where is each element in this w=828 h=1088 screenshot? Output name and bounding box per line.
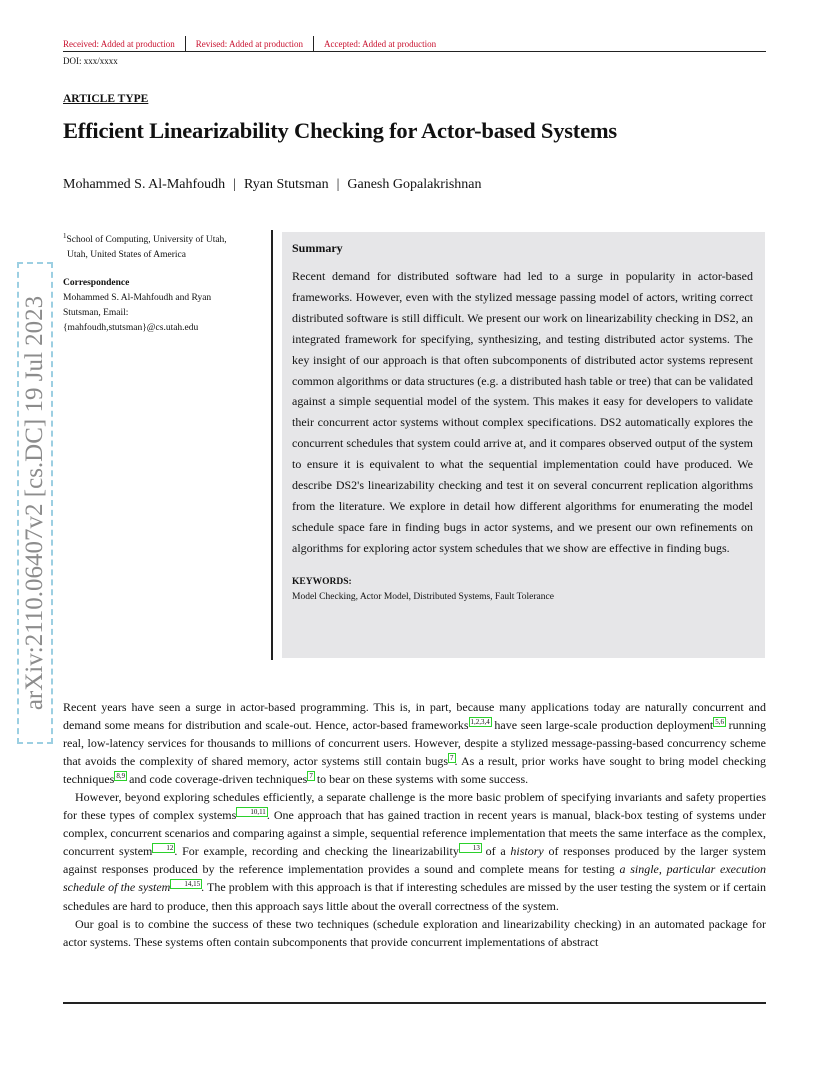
emphasized-text: a single, particular execution schedule of the system [63, 862, 766, 895]
doi: DOI: xxx/xxxx [63, 56, 118, 66]
author-name: Ryan Stutsman [243, 177, 329, 192]
author-separator: | [233, 177, 236, 192]
body-paragraph [63, 698, 766, 788]
summary-box [282, 232, 765, 658]
author-info-column [63, 229, 263, 336]
date-separator [185, 36, 186, 52]
correspondence-line: Mohammed S. Al-Mahfoudh and Ryan [63, 293, 212, 304]
citation-link[interactable]: 7 [309, 772, 313, 781]
correspondence-line: Stutsman, Email: [63, 308, 129, 319]
affiliation [63, 229, 263, 263]
text-run: and code coverage-driven techniques [126, 772, 308, 787]
text-run: . The problem with this approach is that if interesting schedules are missed by the user testing the system or if certain schedules are hard to produce, then this approach says little about the overall correctness of the system. [63, 880, 766, 913]
summary-text: Recent demand for distributed software had led to a surge in popularity in actor-based frameworks. However, even with the stylized message passing model of actors, writing correct distributed software is still difficult. We present our work on linearizability checking in DS2, an integrated framework for specifying, synthesizing, and testing distributed actor systems. The key insight of our approach is that often subcomponents of distributed actor systems represent common algorithms or data structures (e.g. a distributed hash table or tree) that can be validated against a simple sequential model of the system. This makes it easy for developers to validate their concurrent actor systems without complex specifications. DS2 automatically explores the concurrent schedules that system could arrive at, and it compares observed output of the system to ensure it is equivalent to what the sequential implementation could have produced. We describe DS2's linearizability checking and test it on several concurrent replication algorithms from the literature. We explore in detail how different algorithms for enumerating the model schedule space fare in finding bugs in actor systems, and we present our own refinements on algorithms for exploring actor system schedules that we show are effective in finding bugs. [292, 269, 753, 555]
author-list [63, 177, 482, 193]
text-run: However, beyond exploring schedules efficiently, a separate challenge is the more basic problem of specifying invariants and safety properties for these types of complex systems [63, 790, 766, 823]
citation-link[interactable]: 8,9 [116, 772, 126, 781]
affiliation-line: School of Computing, University of Utah, [66, 235, 227, 246]
citation-link[interactable]: 10,11 [237, 808, 267, 816]
citation-link[interactable]: 13 [460, 844, 481, 852]
body-paragraph: Our goal is to combine the success of these two techniques (schedule exploration and linearizability checking) in an automated package for actor systems. These systems often contain subcomponents that provide concurrent implementations of abstract [63, 916, 766, 949]
body-paragraph [63, 788, 766, 914]
affiliation-line: Utah, United States of America [67, 250, 186, 261]
citation-link[interactable]: 7 [450, 754, 454, 763]
arxiv-identifier: arXiv:2110.06407v2 [cs.DC] 19 Jul 2023 [21, 295, 48, 711]
accepted-date: Accepted: Added at production [323, 39, 437, 49]
arxiv-stamp-frame [17, 262, 53, 744]
author-separator: | [336, 177, 340, 192]
text-run: have seen large-scale production deployment [490, 718, 714, 733]
correspondence-heading: Correspondence [63, 278, 130, 289]
column-divider [271, 230, 273, 660]
author-name: Mohammed S. Al-Mahfoudh [63, 177, 226, 192]
correspondence-email[interactable]: {mahfoudh,stutsman}@cs.utah.edu [63, 323, 199, 334]
citation-link[interactable]: 5,6 [715, 718, 725, 727]
citation-link[interactable]: 14,15 [171, 880, 201, 888]
date-separator [313, 36, 314, 52]
summary-heading: Summary [292, 241, 343, 255]
footer-rule [63, 1002, 766, 1004]
text-run: Recent years have seen a surge in actor-based programming. This is, in part, because many applications today are naturally concurrent and demand some means for distribution and scale-out. Hence, actor-based frameworks [63, 700, 766, 733]
keywords-list: Model Checking, Actor Model, Distributed Systems, Fault Tolerance [292, 591, 554, 602]
paper-title: Efficient Linearizability Checking for Actor-based Systems [63, 118, 617, 143]
author-name: Ganesh Gopalakrishnan [347, 177, 482, 192]
emphasized-text: history [510, 844, 544, 859]
text-run: to bear on these systems with some success. [313, 772, 529, 787]
text-run: of a [480, 844, 511, 859]
affiliation-marker: 1 [63, 232, 67, 240]
text-run: . One approach that has gained traction in recent years is manual, black-box testing of systems under complex, concurrent scenarios and comparing against a simple, sequential reference implementation that meets the same interface as the complex, concurrent system [63, 808, 766, 859]
received-date: Received: Added at production [63, 39, 175, 49]
revised-date: Revised: Added at production [195, 39, 303, 49]
header-rule [63, 51, 766, 52]
citation-link[interactable]: 12 [153, 844, 174, 852]
text-run: . As a result, prior works have sought to bring model checking techniques [63, 754, 766, 787]
text-run: . For example, recording and checking the linearizability [174, 844, 459, 859]
keywords-heading: KEYWORDS: [292, 576, 352, 587]
article-type: ARTICLE TYPE [63, 93, 149, 105]
citation-link[interactable]: 1,2,3,4 [470, 718, 490, 727]
publication-dates [63, 36, 436, 52]
text-run: of responses produced by the larger system against responses produced by the reference implementation provides a sound and complete means for testing [63, 844, 767, 877]
introduction-text [63, 698, 766, 951]
text-run: running real, low-latency services for thousands to millions of concurrent users. However, despite a stylized message-passing-based concurrency scheme that avoids the complexity of shared memory, actor systems still contain bugs [63, 718, 766, 769]
